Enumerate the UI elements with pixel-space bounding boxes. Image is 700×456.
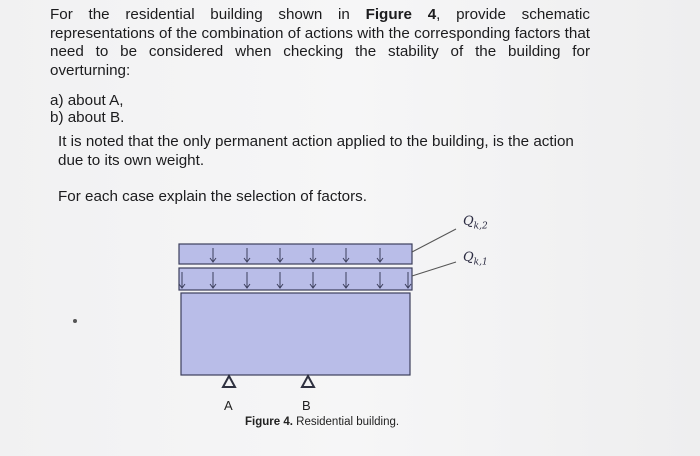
support-a-label: A — [224, 398, 233, 413]
support-a-icon — [223, 376, 235, 387]
support-b-label: B — [302, 398, 311, 413]
note-paragraph: It is noted that the only permanent action applied to the building, is the action due to its own weight. — [58, 133, 574, 169]
leader-line-lower — [412, 262, 456, 276]
support-b-icon — [302, 376, 314, 387]
caption-text: Residential building. — [292, 416, 400, 428]
intro-text-start: For the residential building shown in — [50, 6, 366, 23]
lower-load-label: $Q_{k,1}$ — [463, 250, 488, 268]
figure-reference: Figure 4 — [365, 6, 437, 23]
upper-load-label: $Q_{k,2}$ — [463, 214, 488, 232]
item-a: a) about A, — [50, 92, 124, 109]
caption-ref: Figure 4. — [245, 416, 293, 428]
figure-caption — [245, 416, 399, 428]
leader-line-upper — [412, 229, 456, 252]
item-b: b) about B. — [50, 109, 125, 126]
page-mark — [73, 319, 77, 323]
explain-paragraph: For each case explain the selection of factors. — [58, 188, 367, 205]
building-body — [181, 293, 410, 375]
intro-text-end: , provide schematic representations of the combination of actions with the corresponding factors that need to be considered when checking the stability of the building for overturning: — [50, 6, 591, 79]
